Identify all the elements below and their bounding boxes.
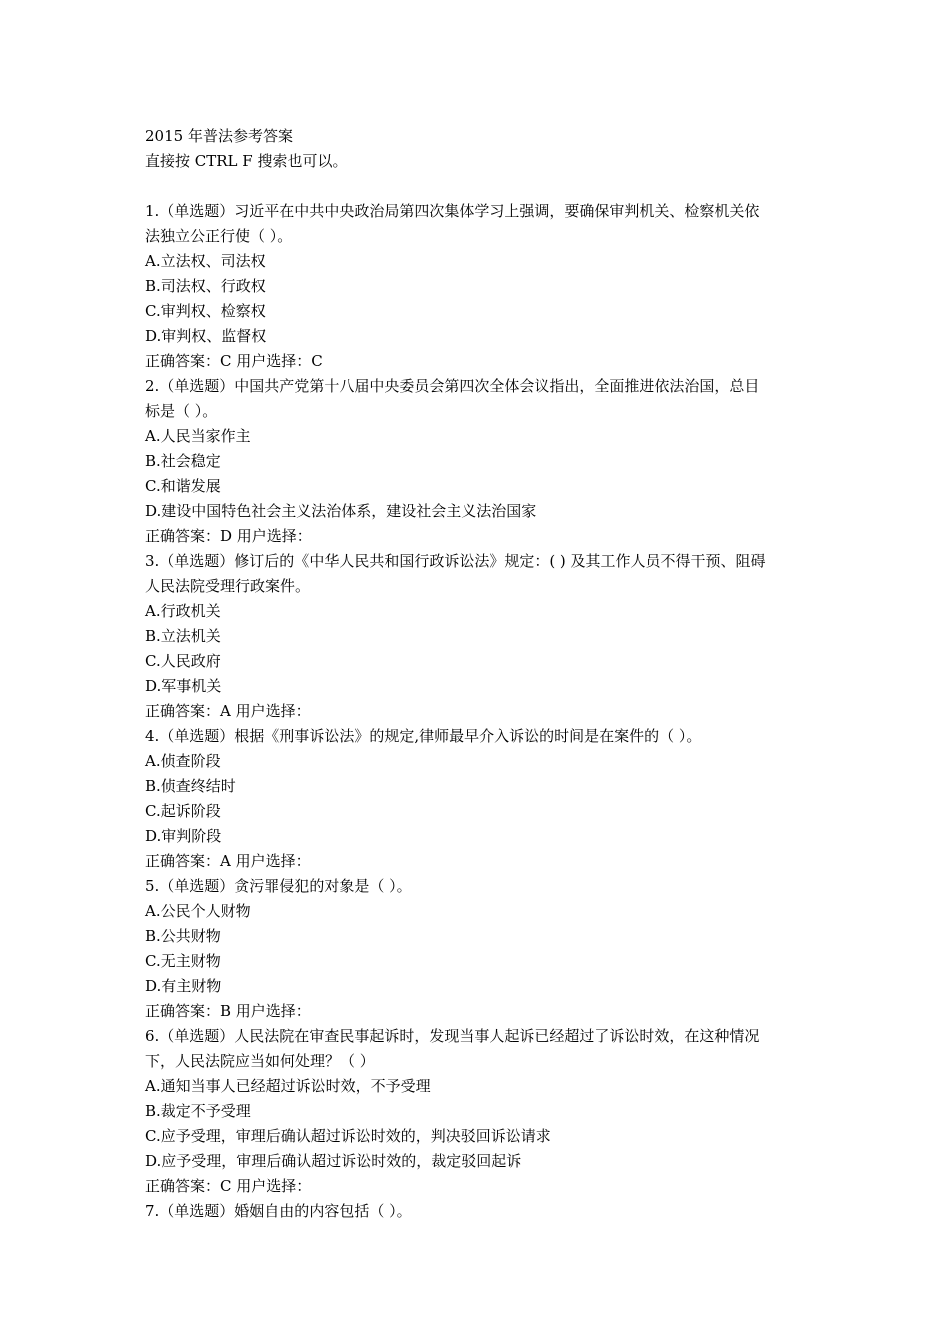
question-stem: 7.（单选题）婚姻自由的内容包括（ ）。 bbox=[145, 1202, 412, 1220]
option-b: B.侦查终结时 bbox=[145, 777, 236, 795]
question-1 bbox=[145, 199, 810, 374]
option-a: A.侦查阶段 bbox=[145, 752, 221, 770]
option-d: D.有主财物 bbox=[145, 977, 222, 995]
question-2 bbox=[145, 374, 810, 549]
question-6 bbox=[145, 1024, 810, 1199]
option-c: C.人民政府 bbox=[145, 652, 221, 670]
answer-line: 正确答案：C 用户选择： bbox=[145, 1177, 312, 1195]
question-stem: 4.（单选题）根据《刑事诉讼法》的规定,律师最早介入诉讼的时间是在案件的（ ）。 bbox=[145, 727, 702, 745]
question-3 bbox=[145, 549, 810, 724]
document-body bbox=[145, 124, 810, 1224]
answer-line: 正确答案：A 用户选择： bbox=[145, 852, 311, 870]
option-a: A.公民个人财物 bbox=[145, 902, 251, 920]
question-stem-continued: 下，人民法院应当如何处理？（ ） bbox=[145, 1052, 375, 1070]
question-stem: 5.（单选题）贪污罪侵犯的对象是（ ）。 bbox=[145, 877, 412, 895]
answer-line: 正确答案：A 用户选择： bbox=[145, 702, 311, 720]
option-a: A.通知当事人已经超过诉讼时效，不予受理 bbox=[145, 1077, 431, 1095]
option-a: A.立法权、司法权 bbox=[145, 252, 266, 270]
option-d: D.建设中国特色社会主义法治体系，建设社会主义法治国家 bbox=[145, 502, 537, 520]
answer-line: 正确答案：B 用户选择： bbox=[145, 1002, 311, 1020]
question-stem-continued: 标是（ ）。 bbox=[145, 402, 218, 420]
option-b: B.公共财物 bbox=[145, 927, 221, 945]
question-stem: 1.（单选题）习近平在中共中央政治局第四次集体学习上强调，要确保审判机关、检察机关依 bbox=[145, 202, 760, 220]
question-stem: 2.（单选题）中国共产党第十八届中央委员会第四次全体会议指出，全面推进依法治国，总目 bbox=[145, 377, 760, 395]
option-c: C.审判权、检察权 bbox=[145, 302, 266, 320]
blank-line bbox=[145, 174, 810, 199]
document-title: 2015 年普法参考答案 bbox=[145, 127, 293, 145]
question-stem-continued: 法独立公正行使（ ）。 bbox=[145, 227, 293, 245]
option-a: A.行政机关 bbox=[145, 602, 221, 620]
question-stem: 3.（单选题）修订后的《中华人民共和国行政诉讼法》规定：( ) 及其工作人员不得干预、阻碍 bbox=[145, 552, 766, 570]
option-b: B.社会稳定 bbox=[145, 452, 221, 470]
option-c: C.应予受理，审理后确认超过诉讼时效的，判决驳回诉讼请求 bbox=[145, 1127, 551, 1145]
question-stem: 6.（单选题）人民法院在审查民事起诉时，发现当事人起诉已经超过了诉讼时效，在这种情况 bbox=[145, 1027, 760, 1045]
answer-line: 正确答案：C 用户选择：C bbox=[145, 352, 323, 370]
question-stem-continued: 人民法院受理行政案件。 bbox=[145, 577, 311, 595]
option-d: D.审判阶段 bbox=[145, 827, 222, 845]
option-d: D.审判权、监督权 bbox=[145, 327, 267, 345]
question-4 bbox=[145, 724, 810, 874]
option-d: D.军事机关 bbox=[145, 677, 222, 695]
option-c: C.和谐发展 bbox=[145, 477, 221, 495]
answer-line: 正确答案：D 用户选择： bbox=[145, 527, 312, 545]
option-c: C.无主财物 bbox=[145, 952, 221, 970]
question-5 bbox=[145, 874, 810, 1024]
option-a: A.人民当家作主 bbox=[145, 427, 251, 445]
question-7 bbox=[145, 1199, 810, 1224]
option-d: D.应予受理，审理后确认超过诉讼时效的，裁定驳回起诉 bbox=[145, 1152, 522, 1170]
document-note: 直接按 CTRL F 搜索也可以。 bbox=[145, 152, 348, 170]
option-b: B.裁定不予受理 bbox=[145, 1102, 251, 1120]
option-c: C.起诉阶段 bbox=[145, 802, 221, 820]
option-b: B.司法权、行政权 bbox=[145, 277, 266, 295]
option-b: B.立法机关 bbox=[145, 627, 221, 645]
